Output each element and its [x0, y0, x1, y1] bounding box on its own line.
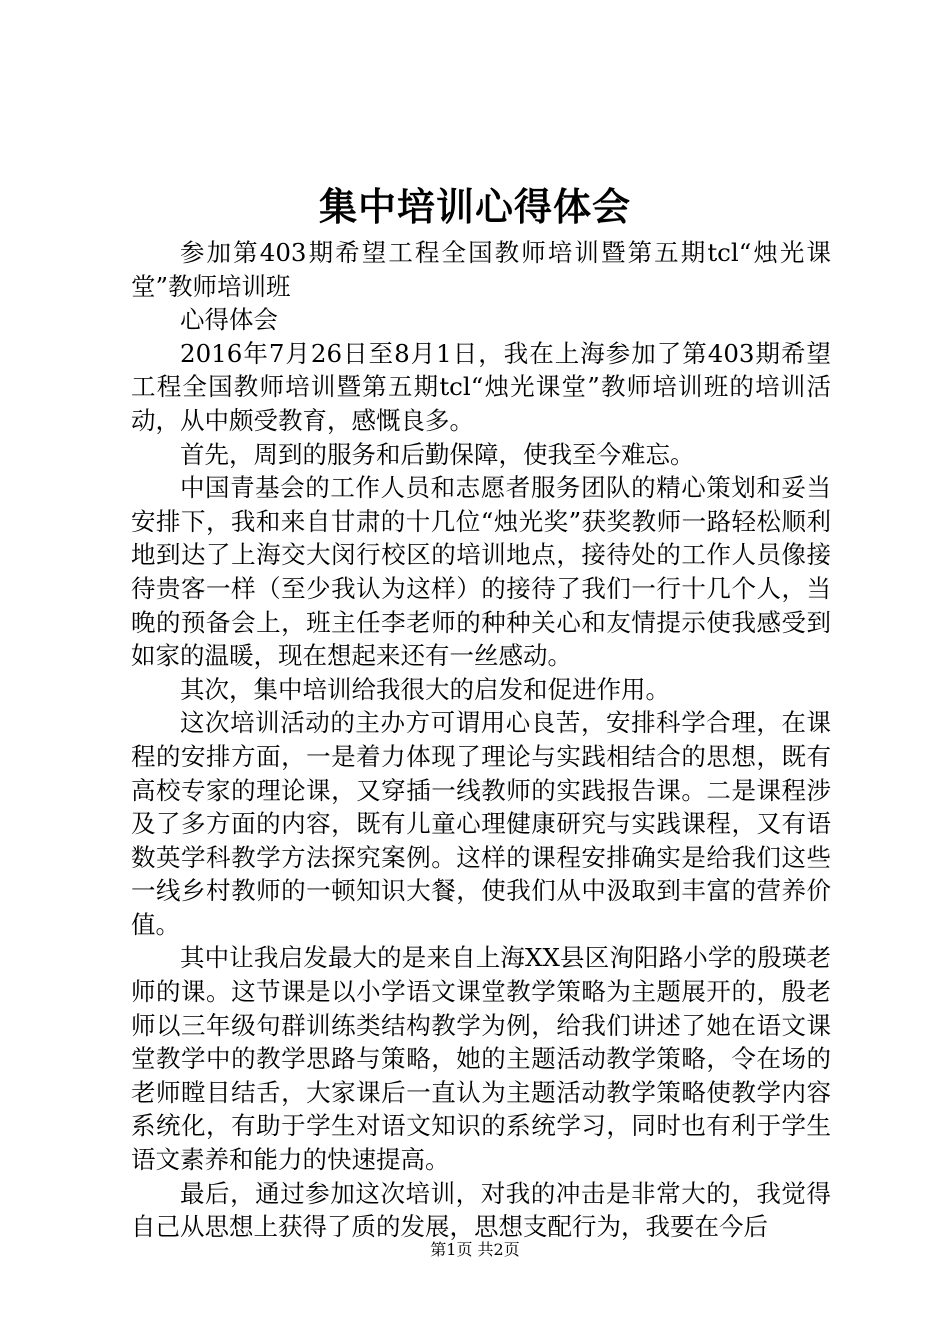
document-body — [131, 236, 831, 1244]
paragraph: 中国青基会的工作人员和志愿者服务团队的精心策划和妥当安排下，我和来自甘肃的十几位“烛光奖”获奖教师一路轻松顺利地到达了上海交大闵行校区的培训地点，接待处的工作人员像接待贵客一样（至少我认为这样）的接待了我们一行十几个人，当晚的预备会上，班主任李老师的种种关心和友情提示使我感受到如家的温暖，现在想起来还有一丝感动。 — [131, 473, 831, 671]
paragraph: 心得体会 — [180, 305, 278, 335]
paragraph: 最后，通过参加这次培训，对我的冲击是非常大的，我觉得自己从思想上获得了质的发展，思想支配行为，我要在今后 — [131, 1178, 831, 1242]
paragraph: 2016年7月26日至8月1日，我在上海参加了第403期希望工程全国教师培训暨第五期tcl“烛光课堂”教师培训班的培训活动，从中颇受教育，感慨良多。 — [131, 338, 831, 435]
document-title: 集中培训心得体会 — [318, 185, 631, 229]
paragraph: 其次，集中培训给我很大的启发和促进作用。 — [180, 674, 670, 704]
page-footer: 第1页 共2页 — [430, 1240, 520, 1259]
paragraph: 参加第403期希望工程全国教师培训暨第五期tcl“烛光课堂”教师培训班 — [131, 238, 831, 301]
paragraph: 首先，周到的服务和后勤保障，使我至今难忘。 — [180, 439, 695, 469]
paragraph: 这次培训活动的主办方可谓用心良苦，安排科学合理，在课程的安排方面，一是着力体现了理论与实践相结合的思想，既有高校专家的理论课，又穿插一线教师的实践报告课。二是课程涉及了多方面的内容，既有儿童心理健康研究与实践课程，又有语数英学科教学方法探究案例。这样的课程安排确实是给我们这些一线乡村教师的一顿知识大餐，使我们从中汲取到丰富的营养价值。 — [131, 708, 831, 939]
paragraph: 其中让我启发最大的是来自上海XX县区洵阳路小学的殷瑛老师的课。这节课是以小学语文课堂教学策略为主题展开的，殷老师以三年级句群训练类结构教学为例，给我们讲述了她在语文课堂教学中的教学思路与策略，她的主题活动教学策略，令在场的老师瞠目结舌，大家课后一直认为主题活动教学策略使教学内容系统化，有助于学生对语文知识的系统学习，同时也有利于学生语文素养和能力的快速提高。 — [131, 943, 831, 1175]
